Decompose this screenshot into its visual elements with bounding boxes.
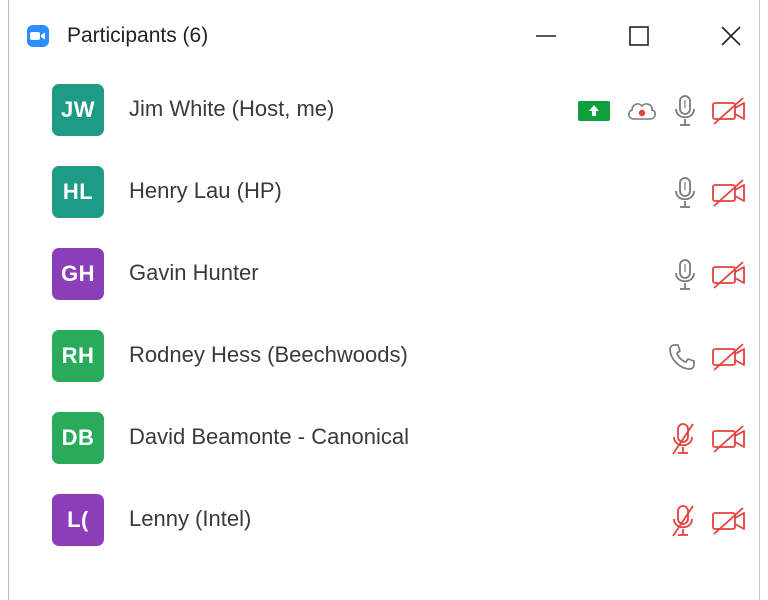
phone-icon[interactable]	[667, 342, 697, 372]
microphone-muted-icon[interactable]	[669, 422, 697, 456]
participant-name: Henry Lau (HP)	[129, 178, 282, 203]
title-bar[interactable]	[9, 0, 759, 70]
video-off-icon[interactable]	[711, 178, 747, 208]
window-title: Participants (6)	[67, 24, 209, 47]
participant-row[interactable]	[9, 70, 759, 152]
participant-avatar: RH	[52, 330, 104, 382]
video-off-icon[interactable]	[711, 506, 747, 536]
participant-row[interactable]	[9, 316, 759, 398]
microphone-icon[interactable]	[673, 258, 697, 292]
microphone-icon[interactable]	[673, 94, 697, 128]
microphone-muted-icon[interactable]	[669, 504, 697, 538]
cloud-record-icon[interactable]	[625, 98, 659, 124]
participant-status-icons	[669, 422, 747, 456]
share-screen-icon[interactable]	[577, 99, 611, 123]
participant-status-icons	[669, 504, 747, 538]
zoom-app-icon	[27, 25, 49, 47]
participant-name: Jim White (Host, me)	[129, 96, 335, 121]
minimize-icon	[535, 25, 557, 47]
microphone-icon[interactable]	[673, 176, 697, 210]
participant-avatar: JW	[52, 84, 104, 136]
participant-name: Rodney Hess (Beechwoods)	[129, 342, 408, 367]
participant-row[interactable]	[9, 480, 759, 562]
participant-avatar: GH	[52, 248, 104, 300]
participant-avatar: L(	[52, 494, 104, 546]
video-off-icon[interactable]	[711, 96, 747, 126]
close-button[interactable]	[708, 16, 754, 56]
participant-row[interactable]	[9, 234, 759, 316]
close-icon	[720, 25, 742, 47]
participant-status-icons	[673, 176, 747, 210]
video-off-icon[interactable]	[711, 424, 747, 454]
participant-status-icons	[667, 340, 747, 374]
window-right-border	[759, 0, 760, 600]
participant-status-icons	[577, 94, 747, 128]
minimize-button[interactable]	[523, 16, 569, 56]
video-off-icon[interactable]	[711, 342, 747, 372]
participant-status-icons	[673, 258, 747, 292]
maximize-icon	[628, 25, 650, 47]
participant-name: Gavin Hunter	[129, 260, 259, 285]
video-off-icon[interactable]	[711, 260, 747, 290]
participant-row[interactable]	[9, 152, 759, 234]
participant-name: Lenny (Intel)	[129, 506, 252, 531]
participant-avatar: HL	[52, 166, 104, 218]
participant-row[interactable]	[9, 398, 759, 480]
participant-name: David Beamonte - Canonical	[129, 424, 410, 449]
participant-avatar: DB	[52, 412, 104, 464]
maximize-button[interactable]	[616, 16, 662, 56]
